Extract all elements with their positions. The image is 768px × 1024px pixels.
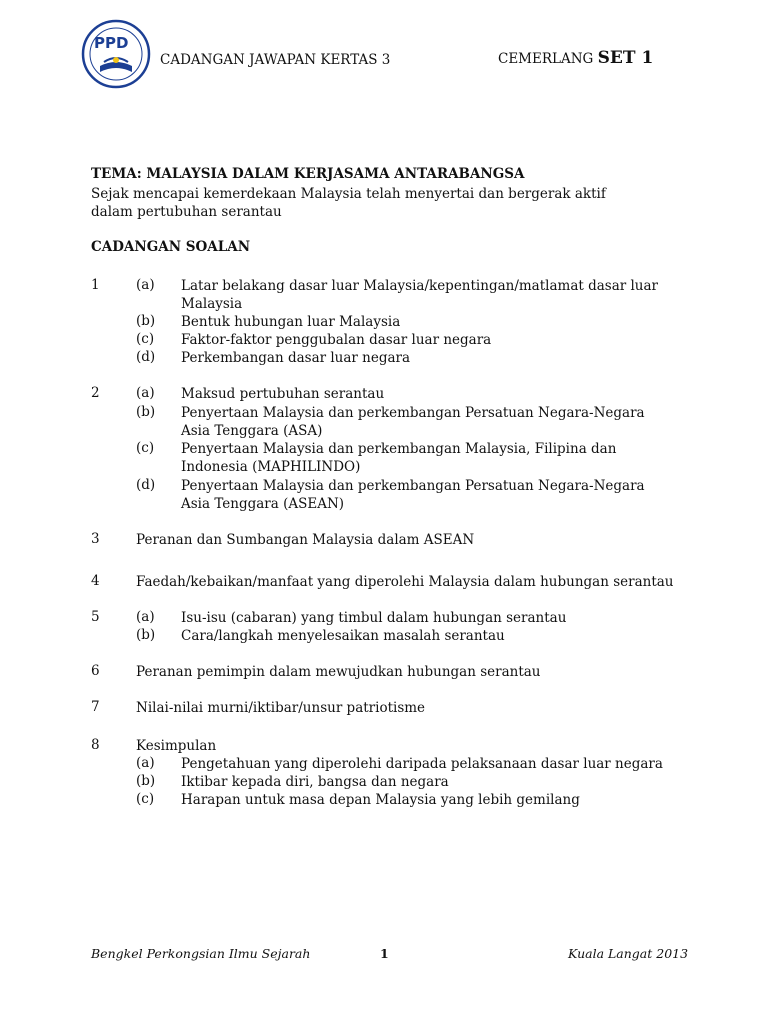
cadangan-heading: CADANGAN SOALAN xyxy=(91,239,251,255)
sub-label: (a) xyxy=(136,385,155,401)
sub-label: (b) xyxy=(136,313,156,329)
sub-label: (a) xyxy=(136,755,155,771)
question-number: 7 xyxy=(91,699,100,715)
sub-text: Iktibar kepada diri, bangsa dan negara xyxy=(181,774,449,790)
sub-label: (c) xyxy=(136,791,155,807)
question-text: Nilai-nilai murni/iktibar/unsur patriotisme xyxy=(136,700,426,716)
sub-text: Pengetahuan yang diperolehi daripada pelaksanaan dasar luar negara xyxy=(181,756,663,772)
sub-text: Cara/langkah menyelesaikan masalah serantau xyxy=(181,628,505,644)
question-number: 3 xyxy=(91,531,100,547)
sub-label: (b) xyxy=(136,627,156,643)
sub-label: (b) xyxy=(136,404,156,420)
sub-label: (d) xyxy=(136,349,156,365)
page-number: 1 xyxy=(380,946,389,961)
sub-label: (a) xyxy=(136,609,155,625)
sub-label: (c) xyxy=(136,440,155,456)
ppd-logo xyxy=(80,14,156,90)
question-text: Peranan pemimpin dalam mewujudkan hubungan serantau xyxy=(136,664,541,680)
question-number: 6 xyxy=(91,663,100,679)
header-set-number: SET 1 xyxy=(597,48,654,68)
sub-text: Faktor-faktor penggubalan dasar luar negara xyxy=(181,332,492,348)
header-set xyxy=(498,48,653,68)
question-number: 5 xyxy=(91,609,100,625)
tema-heading: TEMA: MALAYSIA DALAM KERJASAMA ANTARABANGSA xyxy=(91,166,525,182)
footer-left: Bengkel Perkongsian Ilmu Sejarah xyxy=(91,946,311,961)
footer-right: Kuala Langat 2013 xyxy=(568,946,689,961)
sub-label: (d) xyxy=(136,477,156,493)
sub-text: Bentuk hubungan luar Malaysia xyxy=(181,314,401,330)
header-cemerlang: CEMERLANG xyxy=(498,51,594,67)
question-number: 1 xyxy=(91,277,100,293)
question-number: 4 xyxy=(91,573,100,589)
svg-text:PPD: PPD xyxy=(94,34,129,52)
question-text: Faedah/kebaikan/manfaat yang diperolehi Malaysia dalam hubungan serantau xyxy=(136,574,674,590)
header-title: CADANGAN JAWAPAN KERTAS 3 xyxy=(160,52,391,68)
sub-text: Isu-isu (cabaran) yang timbul dalam hubungan serantau xyxy=(181,610,567,626)
sub-text: Harapan untuk masa depan Malaysia yang lebih gemilang xyxy=(181,792,580,808)
sub-text: Penyertaan Malaysia dan perkembangan Persatuan Negara-Negara Asia Tenggara (ASEAN) xyxy=(181,478,645,512)
question-text: Peranan dan Sumbangan Malaysia dalam ASEAN xyxy=(136,532,475,548)
question-number: 8 xyxy=(91,737,100,753)
sub-label: (c) xyxy=(136,331,155,347)
sub-label: (a) xyxy=(136,277,155,293)
sub-label: (b) xyxy=(136,773,156,789)
sub-text: Maksud pertubuhan serantau xyxy=(181,386,385,402)
sub-text: Perkembangan dasar luar negara xyxy=(181,350,411,366)
question-text: Kesimpulan xyxy=(136,738,217,754)
sub-text: Latar belakang dasar luar Malaysia/kepentingan/matlamat dasar luar Malaysia xyxy=(181,278,659,312)
sub-text: Penyertaan Malaysia dan perkembangan Malaysia, Filipina dan Indonesia (MAPHILINDO) xyxy=(181,441,617,475)
sub-text: Penyertaan Malaysia dan perkembangan Persatuan Negara-Negara Asia Tenggara (ASA) xyxy=(181,405,645,439)
intro-paragraph: Sejak mencapai kemerdekaan Malaysia telah menyertai dan bergerak aktif dalam pertubuhan serantau xyxy=(91,186,606,220)
question-number: 2 xyxy=(91,385,100,401)
